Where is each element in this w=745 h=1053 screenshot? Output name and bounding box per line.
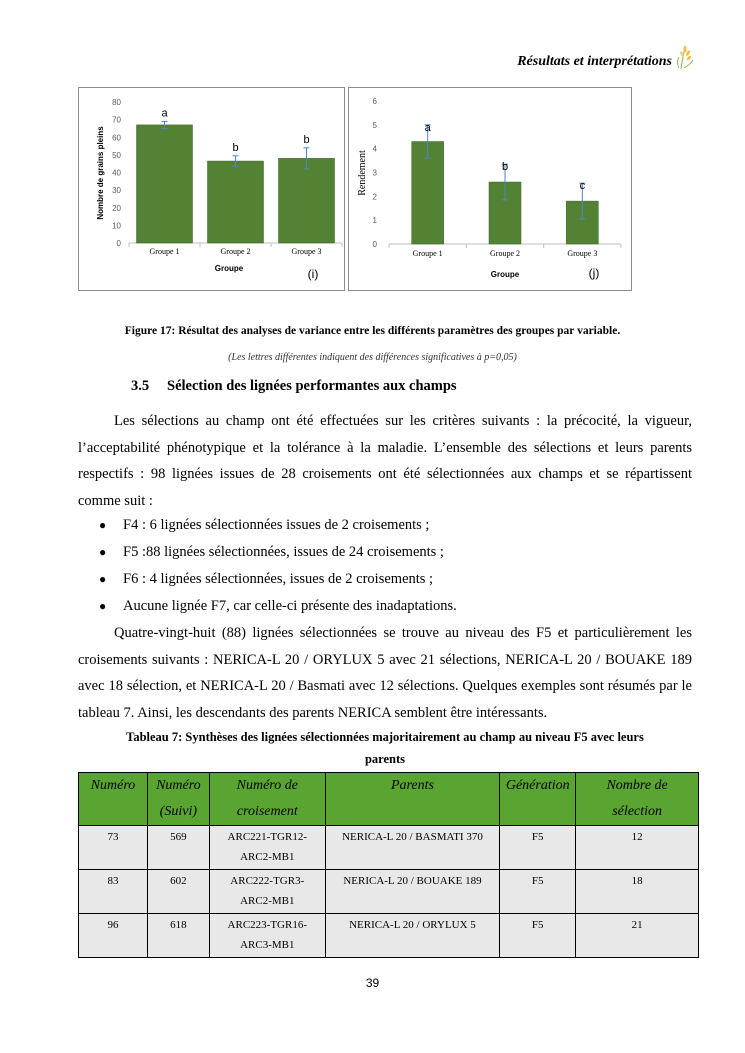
y-tick-label: 30 [112, 186, 121, 196]
table-row: 83 602 ARC222-TGR3- ARC2-MB1 NERICA-L 20 / BOUAKE 189 F5 18 [79, 870, 699, 914]
selection-bullet-list [78, 512, 692, 620]
y-tick-label: 4 [372, 144, 377, 154]
bar [137, 125, 193, 243]
y-tick-label: 6 [372, 97, 377, 106]
list-item: ● F6 : 4 lignées sélectionnées, issues de 2 croisements ; [78, 566, 692, 593]
section-number: 3.5 [131, 378, 150, 394]
significance-letter: b [232, 141, 239, 154]
bar [279, 158, 335, 243]
paragraph-selection-criteria [78, 408, 692, 514]
bar-chart-grains [79, 88, 344, 290]
y-tick-label: 50 [112, 150, 121, 160]
bullet-icon: ● [99, 518, 107, 532]
chart-panel-i [78, 87, 345, 291]
panel-label: (i) [307, 267, 319, 281]
header-numero-croisement: Numéro de croisement [209, 773, 325, 826]
header-generation: Génération [500, 773, 576, 826]
significance-letter: a [424, 121, 431, 134]
category-label: Groupe 2 [220, 247, 251, 256]
running-header-title: Résultats et interprétations [517, 54, 672, 69]
bullet-icon: ● [99, 545, 107, 559]
y-tick-label: 3 [372, 168, 377, 178]
category-label: Groupe 1 [149, 247, 180, 256]
significance-letter: a [161, 107, 168, 120]
chart-panel-j [348, 87, 632, 291]
bar [208, 161, 264, 243]
bullet-icon: ● [99, 599, 107, 613]
y-tick-label: 5 [372, 120, 377, 130]
figure-note: (Les lettres différentes indiquent des différences significatives à p=0,05) [228, 352, 517, 363]
y-axis-title: Nombre de grains pleins [96, 126, 105, 220]
y-tick-label: 70 [112, 115, 121, 125]
y-tick-label: 10 [112, 221, 121, 231]
figure-caption: Figure 17: Résultat des analyses de variance entre les différents paramètres des groupes par variable. [124, 325, 621, 337]
y-tick-label: 60 [112, 133, 121, 143]
bullet-icon: ● [99, 572, 107, 586]
list-item: ● Aucune lignée F7, car celle-ci présente des inadaptations. [78, 593, 692, 620]
panel-label: (j) [588, 266, 600, 280]
section-title: Sélection des lignées performantes aux champs [167, 378, 457, 394]
paragraph-1-text: Les sélections au champ ont été effectuées sur les critères suivants : la précocité, la vigueur, l’acceptabilité phénotypique et la tolérance à la maladie. L’ensemble des sélections et leurs parents respectifs : 98 lignées issues de 28 croisements ont été sélectionnées aux champs et se répartissent comme suit : [78, 413, 692, 509]
table-row: 96 618 ARC223-TGR16- ARC3-MB1 NERICA-L 20 / ORYLUX 5 F5 21 [79, 914, 699, 958]
selection-table [78, 772, 699, 958]
x-axis-title: Groupe [490, 270, 520, 279]
table-header-row [79, 773, 699, 826]
category-label: Groupe 3 [291, 247, 322, 256]
bar-chart-rendement [349, 88, 631, 290]
paragraph-f5-summary [78, 620, 692, 726]
y-axis-title: Rendement [357, 150, 368, 196]
header-numero-suivi: Numéro (Suivi) [147, 773, 209, 826]
y-tick-label: 80 [112, 98, 121, 107]
paragraph-2-text: Quatre-vingt-huit (88) lignées sélectionnées se trouve au niveau des F5 et particulièrement les croisements suivants : NERICA-L 20 / ORYLUX 5 avec 21 sélections, NERICA-L 20 / BOUAKE 189 avec 18 sélection, et NERICA-L 20 / Basmati avec 12 sélections. Quelques exemples sont résumés par le tableau 7. Ainsi, les descendants des parents NERICA semblent être intéressants. [78, 625, 692, 721]
significance-letter: b [501, 161, 509, 174]
category-label: Groupe 3 [567, 249, 598, 258]
y-tick-label: 40 [112, 168, 121, 178]
y-tick-label: 2 [372, 192, 377, 202]
x-axis-title: Groupe [214, 264, 244, 273]
y-tick-label: 0 [372, 240, 377, 249]
list-item: ● F4 : 6 lignées sélectionnées issues de 2 croisements ; [78, 512, 692, 539]
table-row: 73 569 ARC221-TGR12- ARC2-MB1 NERICA-L 20 / BASMATI 370 F5 12 [79, 826, 699, 870]
header-numero: Numéro [79, 773, 148, 826]
y-tick-label: 1 [372, 216, 377, 226]
page-number: 39 [365, 976, 380, 990]
category-label: Groupe 1 [412, 249, 443, 258]
section-heading [131, 378, 457, 395]
header-parents: Parents [325, 773, 500, 826]
y-tick-label: 20 [112, 203, 121, 213]
header-nombre-selection: Nombre de sélection [576, 773, 699, 826]
list-item: ● F5 :88 lignées sélectionnées, issues de 24 croisements ; [78, 539, 692, 566]
y-tick-label: 0 [116, 239, 121, 248]
category-label: Groupe 2 [490, 249, 520, 258]
significance-letter: c [579, 180, 586, 193]
table-caption: Tableau 7: Synthèses des lignées sélectionnées majoritairement au champ au niveau F5 avec leurs parents [126, 730, 644, 766]
wheat-sprig-icon [675, 44, 695, 70]
significance-letter: b [303, 133, 310, 146]
